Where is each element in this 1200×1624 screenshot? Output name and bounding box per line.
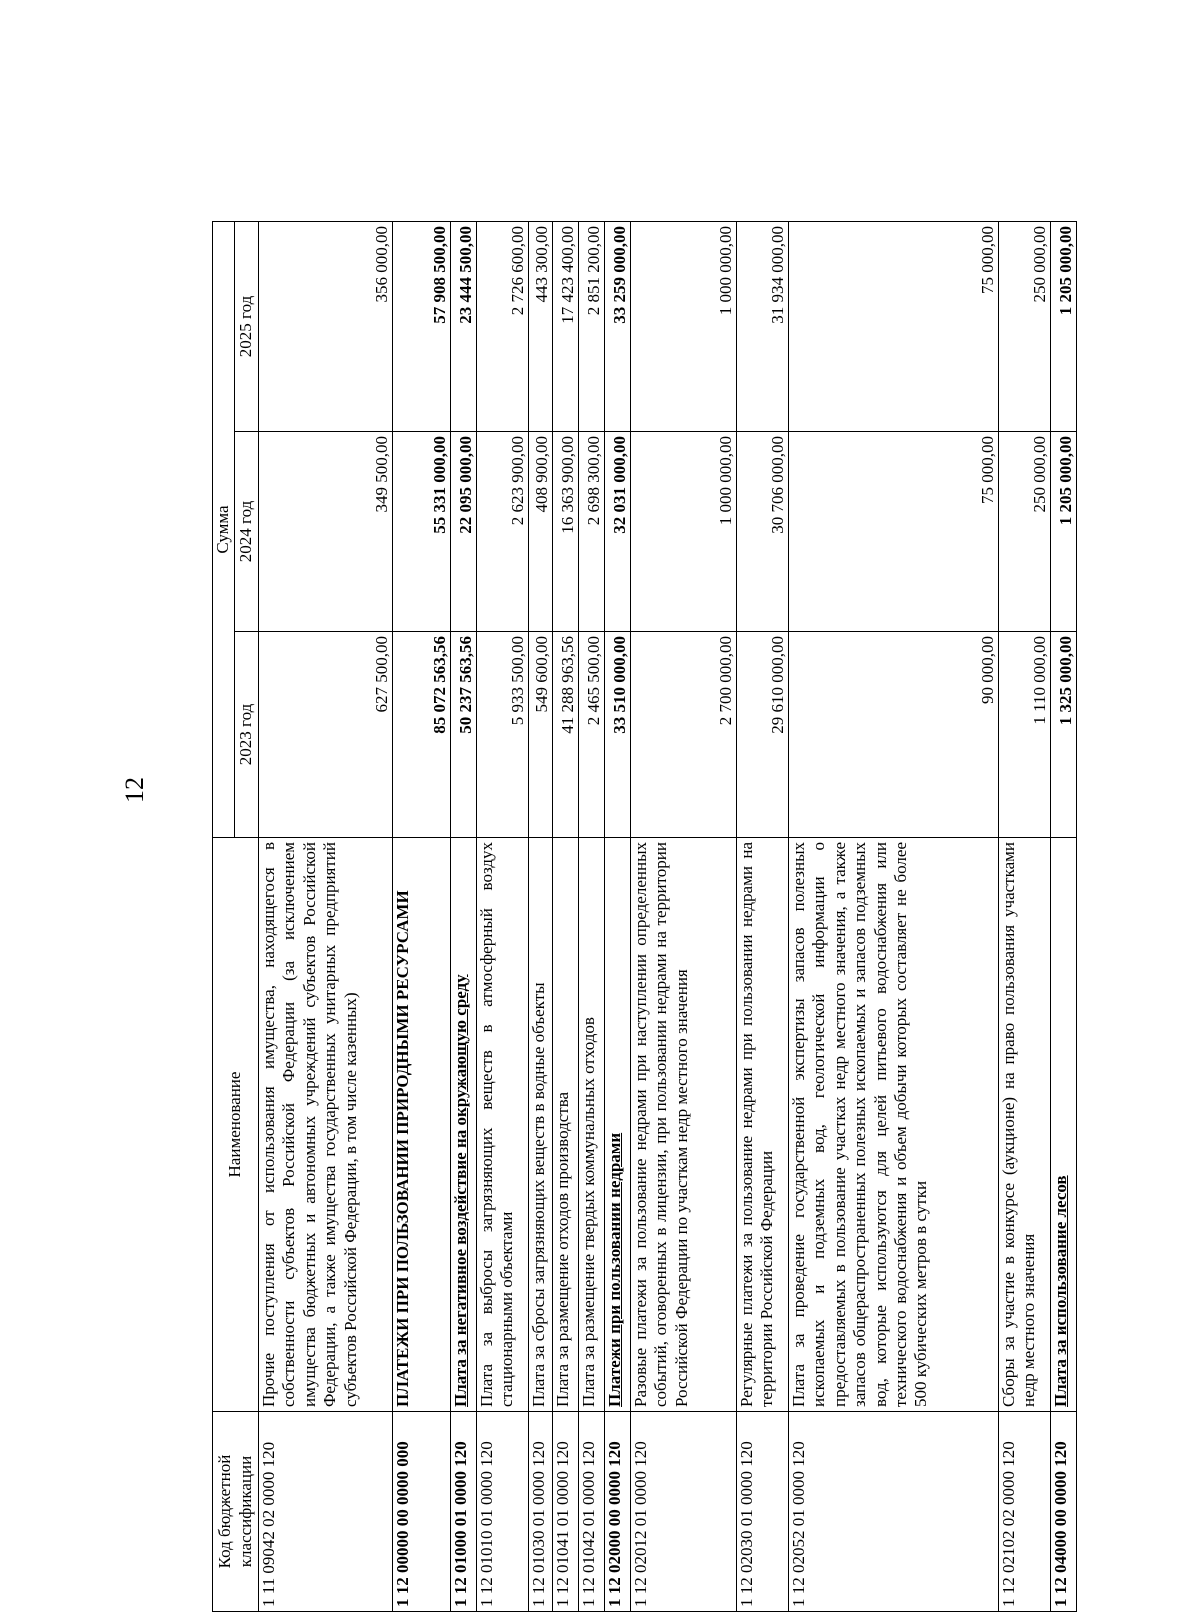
budget-code-cell: 1 12 01030 01 0000 120 <box>529 1412 553 1612</box>
name-cell <box>393 838 451 1412</box>
name-cell-text: Плата за использование лесов <box>1051 1175 1070 1407</box>
amount-2025-cell: 2 726 600,00 <box>477 222 529 432</box>
amount-2024-cell: 30 706 000,00 <box>737 432 789 632</box>
budget-code-cell: 1 12 02052 01 0000 120 <box>789 1412 999 1612</box>
budget-code-cell: 1 12 02012 01 0000 120 <box>631 1412 737 1612</box>
amount-2025-cell: 1 205 000,00 <box>1051 222 1077 432</box>
name-cell <box>477 838 529 1412</box>
table-row <box>553 222 579 1612</box>
budget-code-cell: 1 12 02000 00 0000 120 <box>605 1412 631 1612</box>
name-cell <box>631 838 737 1412</box>
table-row <box>529 222 553 1612</box>
amount-2025-cell: 31 934 000,00 <box>737 222 789 432</box>
amount-2024-cell: 250 000,00 <box>999 432 1051 632</box>
amount-2023-cell: 1 110 000,00 <box>999 632 1051 838</box>
budget-code-cell: 1 12 00000 00 0000 000 <box>393 1412 451 1612</box>
amount-2025-cell: 2 851 200,00 <box>579 222 605 432</box>
amount-2025-cell: 23 444 500,00 <box>451 222 477 432</box>
table-row <box>999 222 1051 1612</box>
name-cell-text: Разовые платежи за пользование недрами при наступлении определенных событий, оговоренных в лицензии, при пользовании недрами на территории Российской Федерации по участкам недр местного значения <box>631 842 691 1407</box>
amount-2023-cell: 627 500,00 <box>259 632 393 838</box>
amount-2024-cell: 1 000 000,00 <box>631 432 737 632</box>
table-row <box>393 222 451 1612</box>
amount-2023-cell: 85 072 563,56 <box>393 632 451 838</box>
name-cell <box>553 838 579 1412</box>
amount-2023-cell: 29 610 000,00 <box>737 632 789 838</box>
amount-2024-cell: 408 900,00 <box>529 432 553 632</box>
amount-2024-cell: 2 698 300,00 <box>579 432 605 632</box>
amount-2024-cell: 1 205 000,00 <box>1051 432 1077 632</box>
amount-2024-cell: 16 363 900,00 <box>553 432 579 632</box>
budget-code-cell: 1 12 04000 00 0000 120 <box>1051 1412 1077 1612</box>
name-cell <box>737 838 789 1412</box>
name-cell-text: Прочие поступления от использования имущества, находящегося в собственности субъектов Российской Федерации (за исключением имущества бюджетных и автономных учреждений субъектов Российской Федерации, а также имущества государственных унитарных предприятий субъектов Российской Федерации, в том числе казенных) <box>259 842 360 1407</box>
name-cell-text: Плата за выбросы загрязняющих веществ в атмосферный воздух стационарными объектами <box>477 842 517 1407</box>
table-row <box>789 222 999 1612</box>
amount-2023-cell: 41 288 963,56 <box>553 632 579 838</box>
amount-2024-cell: 22 095 000,00 <box>451 432 477 632</box>
amount-2025-cell: 1 000 000,00 <box>631 222 737 432</box>
budget-code-cell: 1 12 01000 01 0000 120 <box>451 1412 477 1612</box>
amount-2023-cell: 1 325 000,00 <box>1051 632 1077 838</box>
name-cell <box>579 838 605 1412</box>
name-cell-text: Плата за сбросы загрязняющих веществ в водные объекты <box>529 982 548 1407</box>
header-year-2024: 2024 год <box>235 432 259 632</box>
table-row <box>259 222 393 1612</box>
table-row <box>605 222 631 1612</box>
amount-2025-cell: 250 000,00 <box>999 222 1051 432</box>
amount-2025-cell: 33 259 000,00 <box>605 222 631 432</box>
table-row <box>1051 222 1077 1612</box>
name-cell-text: Регулярные платежи за пользование недрами при пользовании недрами на территории Российской Федерации <box>737 842 777 1407</box>
header-sum: Сумма <box>213 222 235 838</box>
budget-code-cell: 1 12 02030 01 0000 120 <box>737 1412 789 1612</box>
table-body <box>259 222 1077 1612</box>
name-cell <box>789 838 999 1412</box>
amount-2023-cell: 50 237 563,56 <box>451 632 477 838</box>
name-cell-text: Плата за размещение отходов производства <box>553 1091 572 1407</box>
amount-2025-cell: 443 300,00 <box>529 222 553 432</box>
page-number: 12 <box>120 777 149 803</box>
header-code: Код бюджетной классификации <box>213 1412 259 1612</box>
amount-2024-cell: 32 031 000,00 <box>605 432 631 632</box>
amount-2025-cell: 356 000,00 <box>259 222 393 432</box>
table-row <box>737 222 789 1612</box>
name-cell-text: Сборы за участие в конкурсе (аукционе) на право пользования участками недр местного значения <box>999 842 1039 1407</box>
amount-2024-cell: 55 331 000,00 <box>393 432 451 632</box>
header-year-2025: 2025 год <box>235 222 259 432</box>
name-cell <box>529 838 553 1412</box>
table-row <box>477 222 529 1612</box>
budget-code-cell: 1 12 02102 02 0000 120 <box>999 1412 1051 1612</box>
budget-table <box>212 221 1077 1612</box>
name-cell-text: ПЛАТЕЖИ ПРИ ПОЛЬЗОВАНИИ ПРИРОДНЫМИ РЕСУРСАМИ <box>393 890 412 1407</box>
name-cell-text: Плата за проведение государственной экспертизы запасов полезных ископаемых и подземных вод, геологической информации о предоставляемых в пользование участках недр местного значения, а также запасов общераспространенных полезных ископаемых и запасов подземных вод, которые используются для целей питьевого водоснабжения или технического водоснабжения и объем добычи которых составляет не более 500 кубических метров в сутки <box>789 842 931 1407</box>
table-row <box>579 222 605 1612</box>
budget-code-cell: 1 11 09042 02 0000 120 <box>259 1412 393 1612</box>
amount-2025-cell: 17 423 400,00 <box>553 222 579 432</box>
amount-2025-cell: 57 908 500,00 <box>393 222 451 432</box>
amount-2024-cell: 75 000,00 <box>789 432 999 632</box>
amount-2025-cell: 75 000,00 <box>789 222 999 432</box>
budget-code-cell: 1 12 01010 01 0000 120 <box>477 1412 529 1612</box>
table-row <box>451 222 477 1612</box>
amount-2023-cell: 2 465 500,00 <box>579 632 605 838</box>
amount-2023-cell: 33 510 000,00 <box>605 632 631 838</box>
name-cell <box>451 838 477 1412</box>
name-cell <box>1051 838 1077 1412</box>
amount-2023-cell: 5 933 500,00 <box>477 632 529 838</box>
header-year-2023: 2023 год <box>235 632 259 838</box>
table-row <box>631 222 737 1612</box>
name-cell <box>605 838 631 1412</box>
amount-2024-cell: 2 623 900,00 <box>477 432 529 632</box>
rotated-table-container <box>212 222 1120 1612</box>
name-cell-text: Плата за размещение твердых коммунальных отходов <box>579 1017 598 1407</box>
amount-2023-cell: 90 000,00 <box>789 632 999 838</box>
amount-2024-cell: 349 500,00 <box>259 432 393 632</box>
amount-2023-cell: 2 700 000,00 <box>631 632 737 838</box>
header-name: Наименование <box>213 838 259 1412</box>
name-cell-text: Плата за негативное воздействие на окружающую среду <box>451 974 470 1407</box>
budget-code-cell: 1 12 01042 01 0000 120 <box>579 1412 605 1612</box>
amount-2023-cell: 549 600,00 <box>529 632 553 838</box>
name-cell <box>999 838 1051 1412</box>
budget-code-cell: 1 12 01041 01 0000 120 <box>553 1412 579 1612</box>
name-cell <box>259 838 393 1412</box>
name-cell-text: Платежи при пользовании недрами <box>605 1132 624 1407</box>
